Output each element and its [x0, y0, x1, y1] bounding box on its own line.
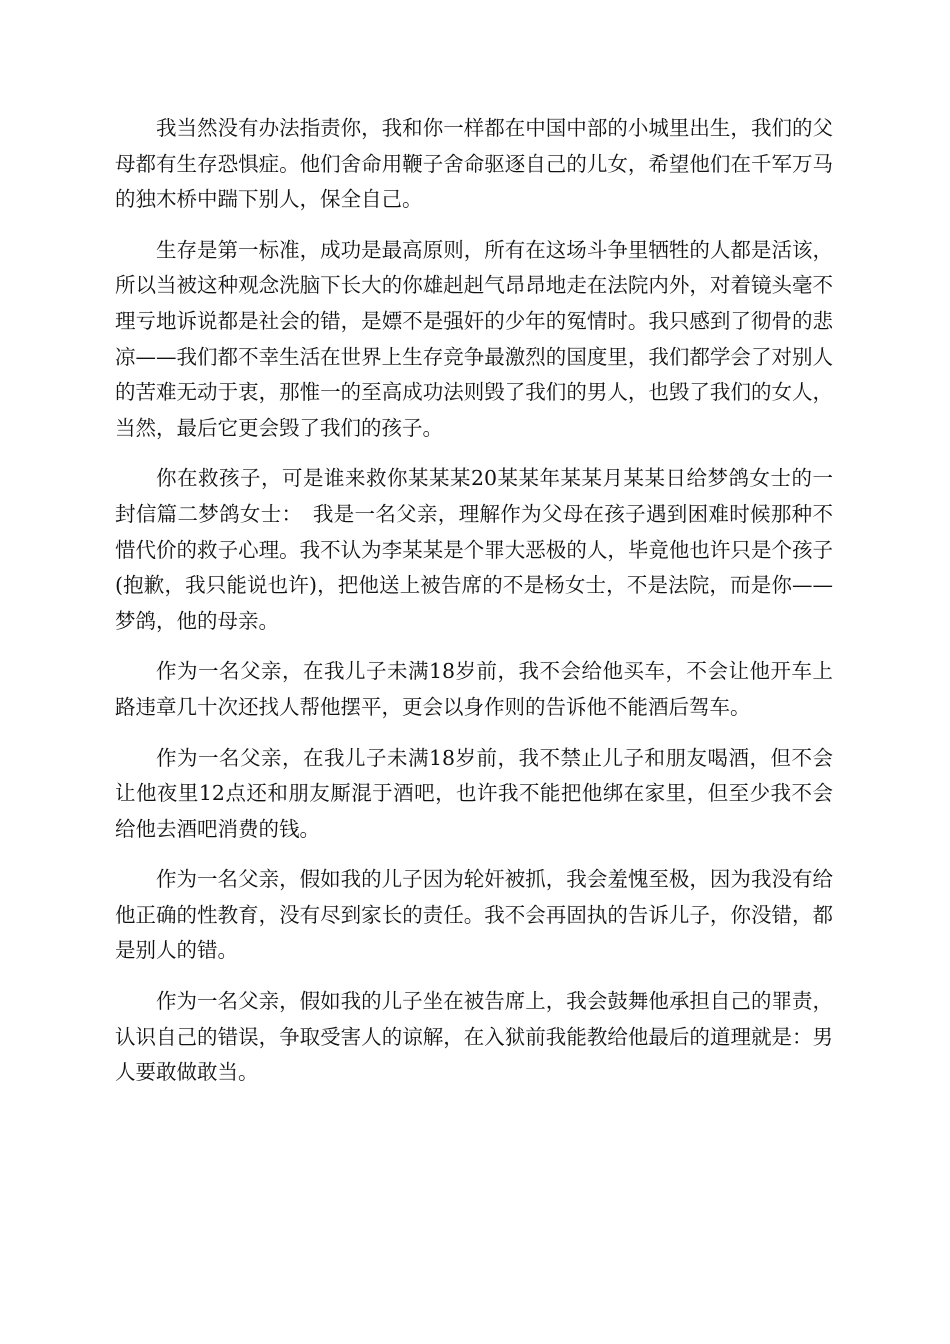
paragraph-4: 作为一名父亲，在我儿子未满18岁前，我不会给他买车，不会让他开车上路违章几十次还找人帮他摆平，更会以身作则的告诉他不能酒后驾车。 — [115, 659, 833, 719]
paragraph-3: 你在救孩子，可是谁来救你某某某20某某年某某月某某日给梦鸽女士的一封信篇二梦鸽女士： 我是一名父亲，理解作为父母在孩子遇到困难时候那种不惜代价的救子心理。我不认为李某某是个罪大恶极的人，毕竟他也许只是个孩子(抱歉，我只能说也许)，把他送上被告席的不是杨女士，不是法院，而是你——梦鸽，他的母亲。 — [115, 466, 833, 633]
document-body — [115, 111, 833, 1106]
paragraph-7: 作为一名父亲，假如我的儿子坐在被告席上，我会鼓舞他承担自己的罪责，认识自己的错误，争取受害人的谅解，在入狱前我能教给他最后的道理就是：男人要敢做敢当。 — [115, 989, 833, 1085]
paragraph-2: 生存是第一标准，成功是最高原则，所有在这场斗争里牺牲的人都是活该，所以当被这种观念洗脑下长大的你雄赳赳气昂昂地走在法院内外，对着镜头毫不理亏地诉说都是社会的错，是嫖不是强奸的少年的冤情时。我只感到了彻骨的悲凉——我们都不幸生活在世界上生存竞争最激烈的国度里，我们都学会了对别人的苦难无动于衷，那惟一的至高成功法则毁了我们的男人，也毁了我们的女人，当然，最后它更会毁了我们的孩子。 — [115, 237, 833, 440]
paragraph-5: 作为一名父亲，在我儿子未满18岁前，我不禁止儿子和朋友喝酒，但不会让他夜里12点还和朋友厮混于酒吧，也许我不能把他绑在家里，但至少我不会给他去酒吧消费的钱。 — [115, 745, 833, 841]
paragraph-6: 作为一名父亲，假如我的儿子因为轮奸被抓，我会羞愧至极，因为我没有给他正确的性教育，没有尽到家长的责任。我不会再固执的告诉儿子，你没错，都是别人的错。 — [115, 867, 833, 963]
paragraph-1: 我当然没有办法指责你，我和你一样都在中国中部的小城里出生，我们的父母都有生存恐惧症。他们舍命用鞭子舍命驱逐自己的儿女，希望他们在千军万马的独木桥中踹下别人，保全自己。 — [115, 116, 833, 212]
